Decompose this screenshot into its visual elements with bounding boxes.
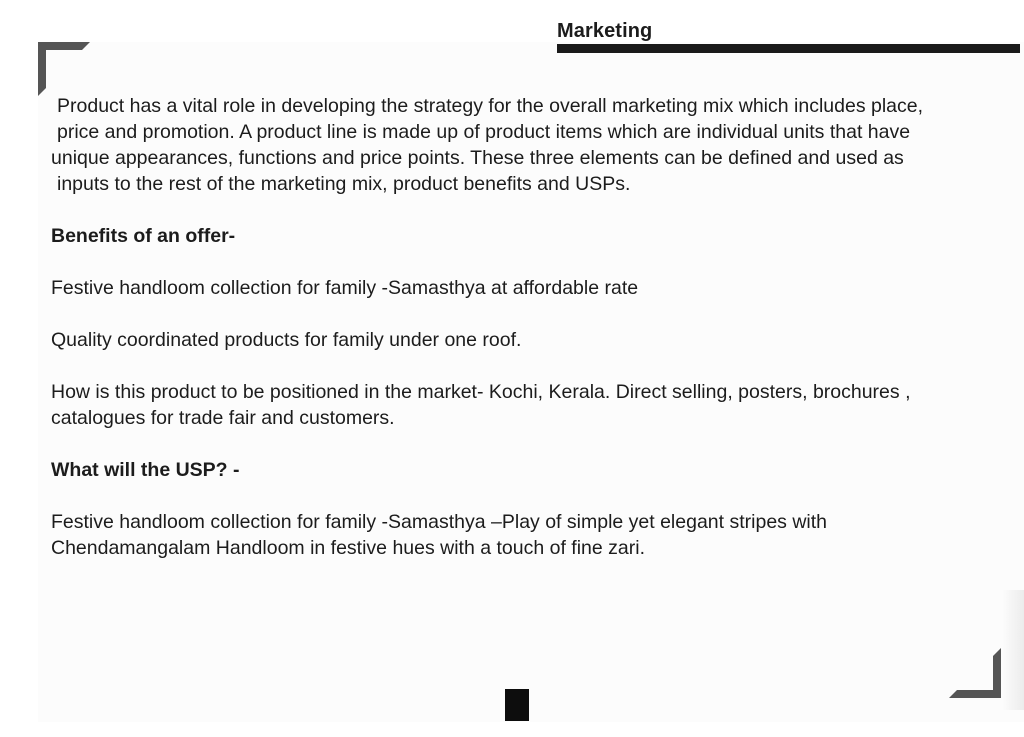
intro-line: unique appearances, functions and price points. These three elements can be defined and used as xyxy=(51,147,904,169)
page-title: Marketing xyxy=(557,20,653,42)
edge-shadow xyxy=(1002,590,1024,710)
benefit-item: Festive handloom collection for family -Samasthya at affordable rate xyxy=(51,277,639,299)
intro-line: price and promotion. A product line is made up of product items which are individual units that have xyxy=(57,121,911,143)
positioning-line: catalogues for trade fair and customers. xyxy=(51,407,395,429)
document-body xyxy=(51,93,1021,561)
intro-line: inputs to the rest of the marketing mix, product benefits and USPs. xyxy=(57,173,631,195)
corner-bracket-top-left xyxy=(38,42,92,96)
usp-line: Festive handloom collection for family -Samasthya –Play of simple yet elegant stripes with xyxy=(51,511,828,533)
page-marker xyxy=(505,689,529,721)
positioning-line: How is this product to be positioned in the market- Kochi, Kerala. Direct selling, posters, brochures , xyxy=(51,381,911,403)
benefit-item: Quality coordinated products for family under one roof. xyxy=(51,329,522,351)
header-rule xyxy=(557,44,1020,53)
usp-line: Chendamangalam Handloom in festive hues with a touch of fine zari. xyxy=(51,537,645,559)
benefits-heading: Benefits of an offer- xyxy=(51,225,236,247)
corner-bracket-bottom-right xyxy=(949,648,1003,700)
intro-line: Product has a vital role in developing the strategy for the overall marketing mix which includes place, xyxy=(57,95,924,117)
usp-heading: What will the USP? - xyxy=(51,459,240,481)
